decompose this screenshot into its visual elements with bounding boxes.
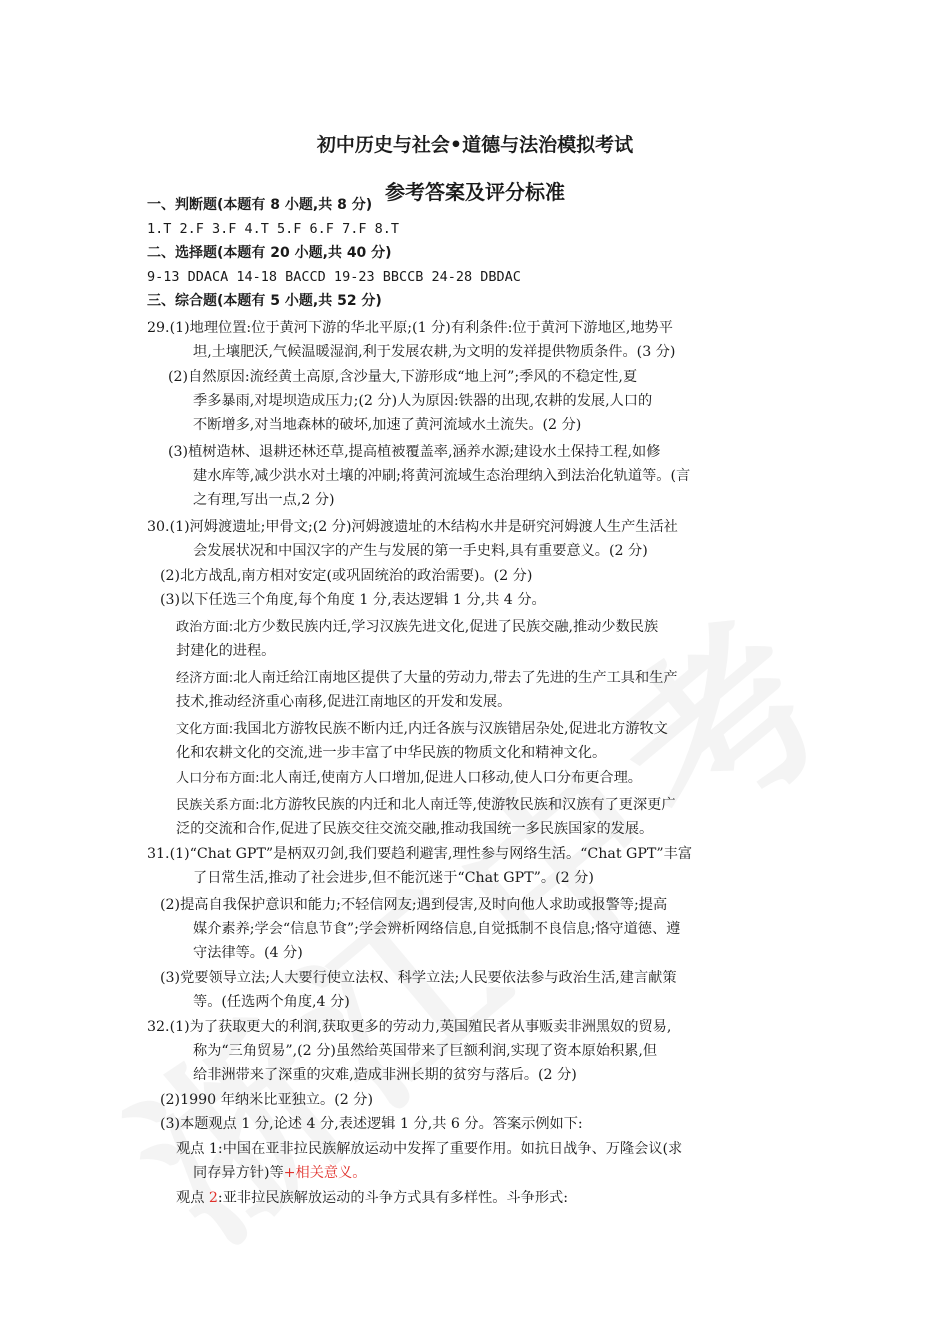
line-text: 封建化的进程。 <box>176 643 276 659</box>
line-text: :亚非拉民族解放运动的斗争方式具有多样性。斗争形式: <box>217 1190 568 1206</box>
text-line <box>168 365 637 389</box>
red-annotation: 2 <box>208 1190 218 1206</box>
section-heading <box>147 289 382 313</box>
text-line <box>160 564 532 588</box>
text-line <box>176 1186 568 1210</box>
text-line <box>176 615 658 640</box>
text-line <box>193 990 350 1014</box>
line-text: 32.(1)为了获取更大的利润,获取更多的劳动力,英国殖民者从事贩卖非洲黑奴的贸易, <box>147 1019 672 1035</box>
text-line <box>176 666 678 691</box>
line-text: 化和农耕文化的交流,进一步丰富了中华民族的物质文化和精神文化。 <box>176 745 607 761</box>
text-line <box>176 766 642 791</box>
line-text: 北方少数民族内迁,学习汉族先进文化,促进了民族交融,推动少数民族 <box>233 619 659 635</box>
text-line <box>193 1039 657 1063</box>
line-text: 技术,推动经济重心南移,促进江南地区的开发和发展。 <box>176 694 512 710</box>
text-line <box>193 464 690 488</box>
text-line <box>193 539 648 563</box>
text-line <box>147 1015 671 1039</box>
line-text: 等。(任选两个角度,4 分) <box>193 994 350 1010</box>
line-text: (2)自然原因:流经黄土高原,含沙量大,下游形成“地上河”;季风的不稳定性,夏 <box>168 369 638 385</box>
line-text: 9-13 DDACA 14-18 BACCD 19-23 BBCCB 24-28 DBDAC <box>147 269 521 285</box>
line-text: 泛的交流和合作,促进了民族交往交流交融,推动我国统一多民族国家的发展。 <box>176 821 654 837</box>
line-text: 30.(1)河姆渡遗址;甲骨文;(2 分)河姆渡遗址的木结构水井是研究河姆渡人生产生活社 <box>147 519 678 535</box>
text-line <box>176 717 668 742</box>
line-text: (2)北方战乱,南方相对安定(或巩固统治的政治需要)。(2 分) <box>160 568 533 584</box>
text-line <box>176 793 676 818</box>
line-text: 观点 <box>176 1190 209 1206</box>
text-line <box>147 316 673 340</box>
text-line <box>193 917 680 941</box>
line-text: 会发展状况和中国汉字的产生与发展的第一手史料,具有重要意义。(2 分) <box>193 543 648 559</box>
red-annotation: +相关意义。 <box>283 1165 367 1181</box>
text-line <box>193 941 303 965</box>
text-line <box>160 893 667 917</box>
line-text: (3)植树造林、退耕还林还草,提高植被覆盖率,涵养水源;建设水土保持工程,如修 <box>168 444 661 460</box>
line-text: (3)党要领导立法;人大要行使立法权、科学立法;人民要依法参与政治生活,建言献策 <box>160 970 677 986</box>
line-text: 1.T 2.F 3.F 4.T 5.F 6.F 7.F 8.T <box>147 221 399 237</box>
line-text: 建水库等,减少洪水对土壤的冲刷;将黄河流域生态治理纳入到法治化轨道等。(言 <box>193 468 691 484</box>
aspect-label: 文化方面: <box>176 722 234 737</box>
line-text: (2)1990 年纳米比亚独立。(2 分) <box>160 1092 374 1108</box>
text-line <box>160 1088 373 1112</box>
document-subtitle: 参考答案及评分标准 <box>385 180 565 204</box>
line-text: 媒介素养;学会“信息节食”;学会辨析网络信息,自觉抵制不良信息;恪守道德、遵 <box>193 921 681 937</box>
text-line <box>176 817 653 841</box>
line-text: 31.(1)“Chat GPT”是柄双刃剑,我们要趋利避害,理性参与网络生活。“Chat GPT”丰富 <box>147 846 693 862</box>
text-line <box>147 217 399 241</box>
text-line <box>193 340 675 364</box>
aspect-label: 人口分布方面: <box>176 771 260 786</box>
text-line <box>147 265 521 289</box>
line-text: 三、综合题(本题有 5 小题,共 52 分) <box>147 293 382 309</box>
text-line <box>193 389 652 413</box>
line-text: 二、选择题(本题有 20 小题,共 40 分) <box>147 245 392 261</box>
line-text: 29.(1)地理位置:位于黄河下游的华北平原;(1 分)有利条件:位于黄河下游地区,地势平 <box>147 320 673 336</box>
section-heading <box>147 241 392 265</box>
line-text: 不断增多,对当地森林的破坏,加速了黄河流域水土流失。(2 分) <box>193 417 582 433</box>
text-line <box>193 488 335 512</box>
line-text: 观点 1:中国在亚非拉民族解放运动中发挥了重要作用。如抗日战争、万隆会议(求 <box>176 1141 683 1157</box>
aspect-label: 经济方面: <box>176 671 234 686</box>
line-text: 北方游牧民族的内迁和北人南迁等,使游牧民族和汉族有了更深更广 <box>259 797 676 813</box>
line-text: 了日常生活,推动了社会进步,但不能沉迷于“Chat GPT”。(2 分) <box>193 870 594 886</box>
text-line <box>147 842 692 866</box>
line-text: 北人南迁,使南方人口增加,促进人口移动,使人口分布更合理。 <box>259 770 642 786</box>
text-line <box>176 690 511 714</box>
line-text: 同存异方针)等 <box>193 1165 284 1181</box>
line-text: 北人南迁给江南地区提供了大量的劳动力,带去了先进的生产工具和生产 <box>233 670 678 686</box>
line-text: (3)本题观点 1 分,论述 4 分,表述逻辑 1 分,共 6 分。答案示例如下: <box>160 1116 583 1132</box>
line-text: 称为“三角贸易”,(2 分)虽然给英国带来了巨额利润,实现了资本原始积累,但 <box>193 1043 658 1059</box>
line-text: 我国北方游牧民族不断内迁,内迁各族与汉族错居杂处,促进北方游牧文 <box>233 721 668 737</box>
text-line <box>193 866 594 890</box>
text-line <box>193 413 581 437</box>
line-text: 季多暴雨,对堤坝造成压力;(2 分)人为原因:铁器的出现,农耕的发展,人口的 <box>193 393 653 409</box>
text-line <box>193 1063 577 1087</box>
line-text: (3)以下任选三个角度,每个角度 1 分,表达逻辑 1 分,共 4 分。 <box>160 592 546 608</box>
line-text: 一、判断题(本题有 8 小题,共 8 分) <box>147 197 373 213</box>
text-line <box>160 1112 583 1136</box>
text-line <box>160 966 677 990</box>
text-line <box>168 440 660 464</box>
text-line <box>176 1137 682 1161</box>
document-title: 初中历史与社会•道德与法治模拟考试 <box>316 134 634 156</box>
section-heading <box>147 193 372 217</box>
text-line <box>160 588 546 612</box>
aspect-label: 政治方面: <box>176 620 234 635</box>
text-line <box>193 1161 367 1185</box>
line-text: 坦,土壤肥沃,气候温暖湿润,利于发展农耕,为文明的发祥提供物质条件。(3 分) <box>193 344 676 360</box>
line-text: (2)提高自我保护意识和能力;不轻信网友;遇到侵害,及时向他人求助或报警等;提高 <box>160 897 668 913</box>
text-line <box>176 639 275 663</box>
line-text: 之有理,写出一点,2 分) <box>193 492 335 508</box>
text-line <box>147 515 678 539</box>
text-line <box>176 741 606 765</box>
line-text: 给非洲带来了深重的灾难,造成非洲长期的贫穷与落后。(2 分) <box>193 1067 577 1083</box>
aspect-label: 民族关系方面: <box>176 798 260 813</box>
line-text: 守法律等。(4 分) <box>193 945 303 961</box>
